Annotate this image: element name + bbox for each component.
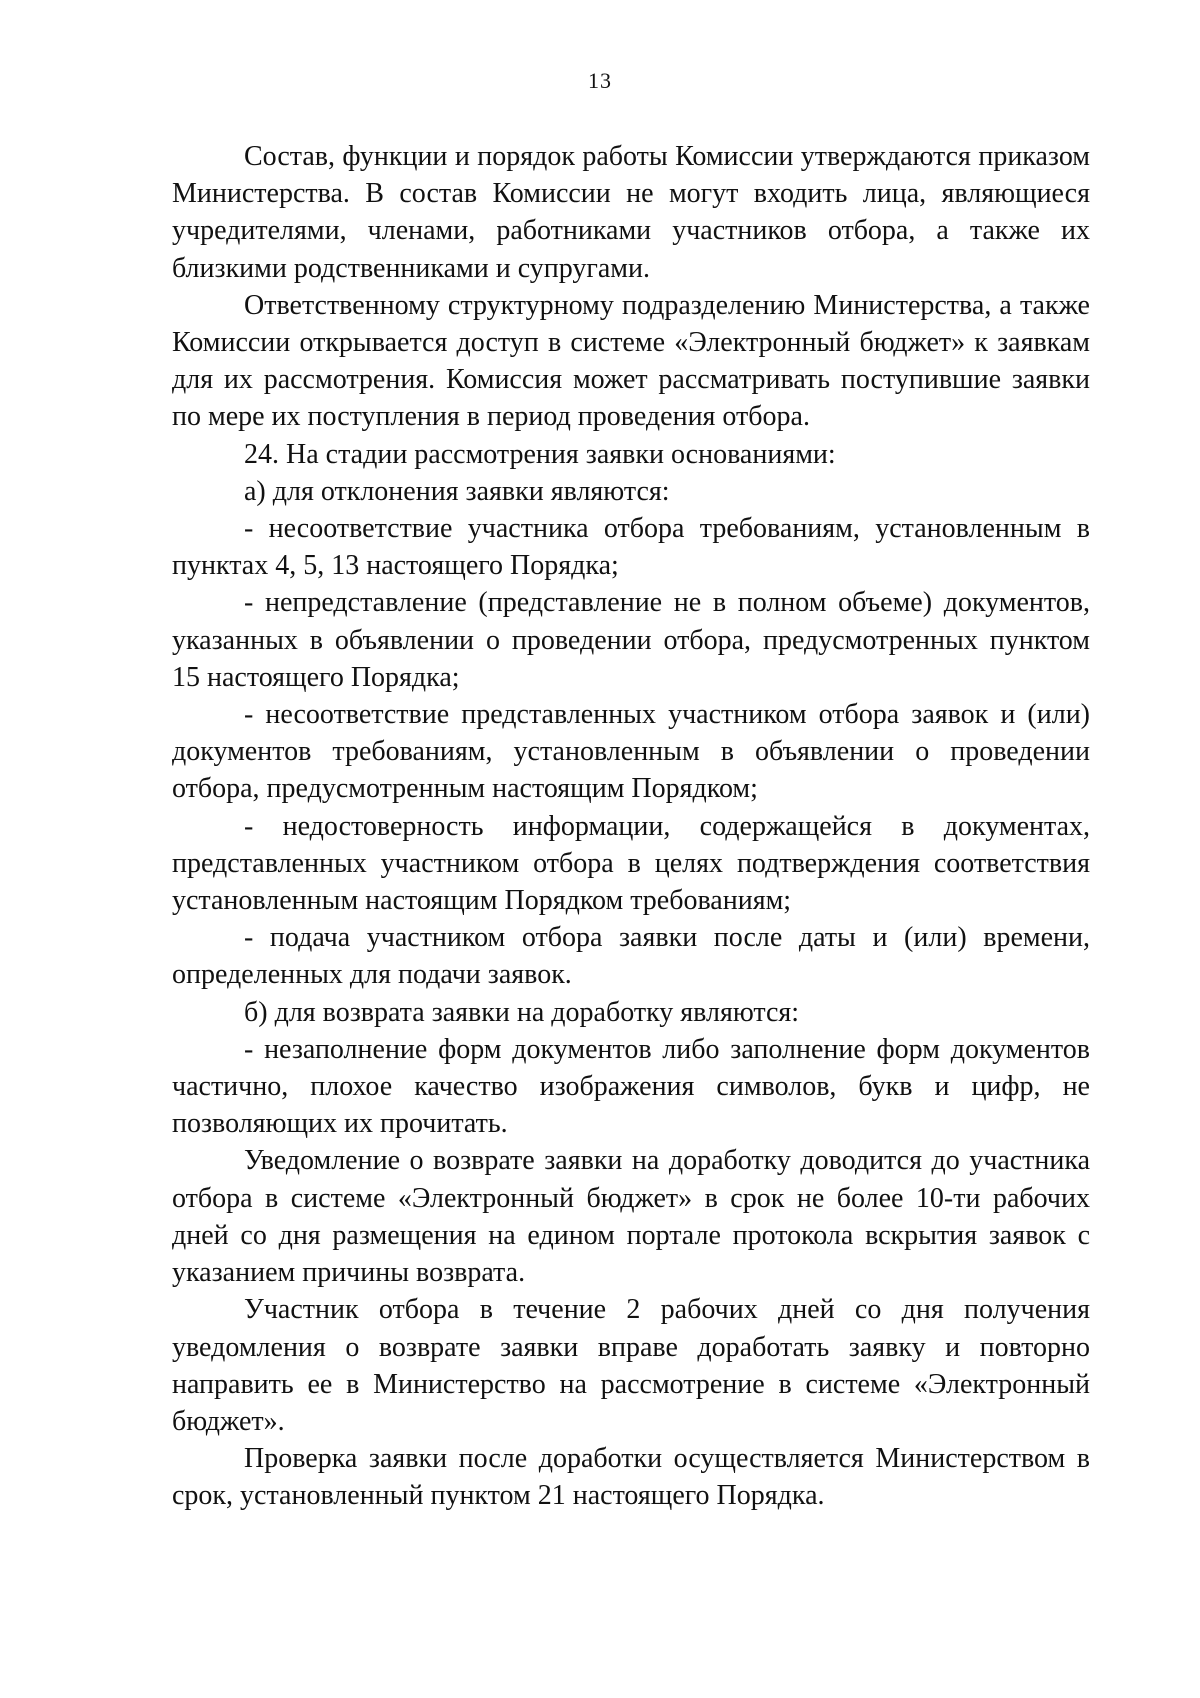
paragraph-access-electronic-budget: Ответственному структурному подразделению Министерства, а также Комиссии открывается доступ в системе «Электронный бюджет» к заявкам для их рассмотрения. Комиссия может рассматривать поступившие заявки по мере их поступления в период проведения отбора. (172, 289, 1090, 433)
list-item-requirements-mismatch: - несоответствие участника отбора требованиям, установленным в пунктах 4, 5, 13 настоящего Порядка; (172, 513, 1090, 582)
paragraph-resubmission: Участник отбора в течение 2 рабочих дней со дня получения уведомления о возврате заявки вправе доработать заявку и повторно направить ее в Министерство на рассмотрение в системе «Электронный бюджет». (172, 1294, 1090, 1437)
paragraph-commission-composition: Состав, функции и порядок работы Комиссии утверждаются приказом Министерства. В состав Комиссии не могут входить лица, являющиеся учредителями, членами, работниками участников отбора, а также их близкими родственниками и супругами. (172, 141, 1090, 284)
list-item-incomplete-forms: - незаполнение форм документов либо заполнение форм документов частично, плохое качество изображения символов, букв и цифр, не позволяющих их прочитать. (172, 1033, 1090, 1140)
list-item-unreliable-information: - недостоверность информации, содержащейся в документах, представленных участником отбора в целях подтверждения соответствия установленным настоящим Порядком требованиям; (172, 810, 1090, 917)
list-item-documents-not-submitted: - непредставление (представление не в полном объеме) документов, указанных в объявлении о проведении отбора, предусмотренных пунктом 15 настоящего Порядка; (172, 587, 1090, 693)
paragraph-check-after-revision: Проверка заявки после доработки осуществляется Министерством в срок, установленный пунктом 21 настоящего Порядка. (172, 1443, 1090, 1512)
list-item-late-submission: - подача участником отбора заявки после даты и (или) времени, определенных для подачи заявок. (172, 922, 1090, 991)
paragraph-return-grounds-heading: б) для возврата заявки на доработку являются: (244, 996, 800, 1028)
paragraph-rejection-grounds-heading: а) для отклонения заявки являются: (244, 475, 670, 507)
paragraph-return-notification: Уведомление о возврате заявки на доработку доводится до участника отбора в системе «Электронный бюджет» в срок не более 10-ти рабочих дней со дня размещения на едином портале протокола вскрытия заявок с указанием причины возврата. (172, 1145, 1090, 1289)
paragraph-item-24: 24. На стадии рассмотрения заявки основаниями: (244, 438, 836, 470)
list-item-documents-mismatch: - несоответствие представленных участником отбора заявок и (или) документов требованиям, установленным в объявлении о проведении отбора, предусмотренным настоящим Порядком; (172, 699, 1090, 805)
document-body (172, 138, 1090, 1515)
page-number: 13 (588, 68, 612, 93)
